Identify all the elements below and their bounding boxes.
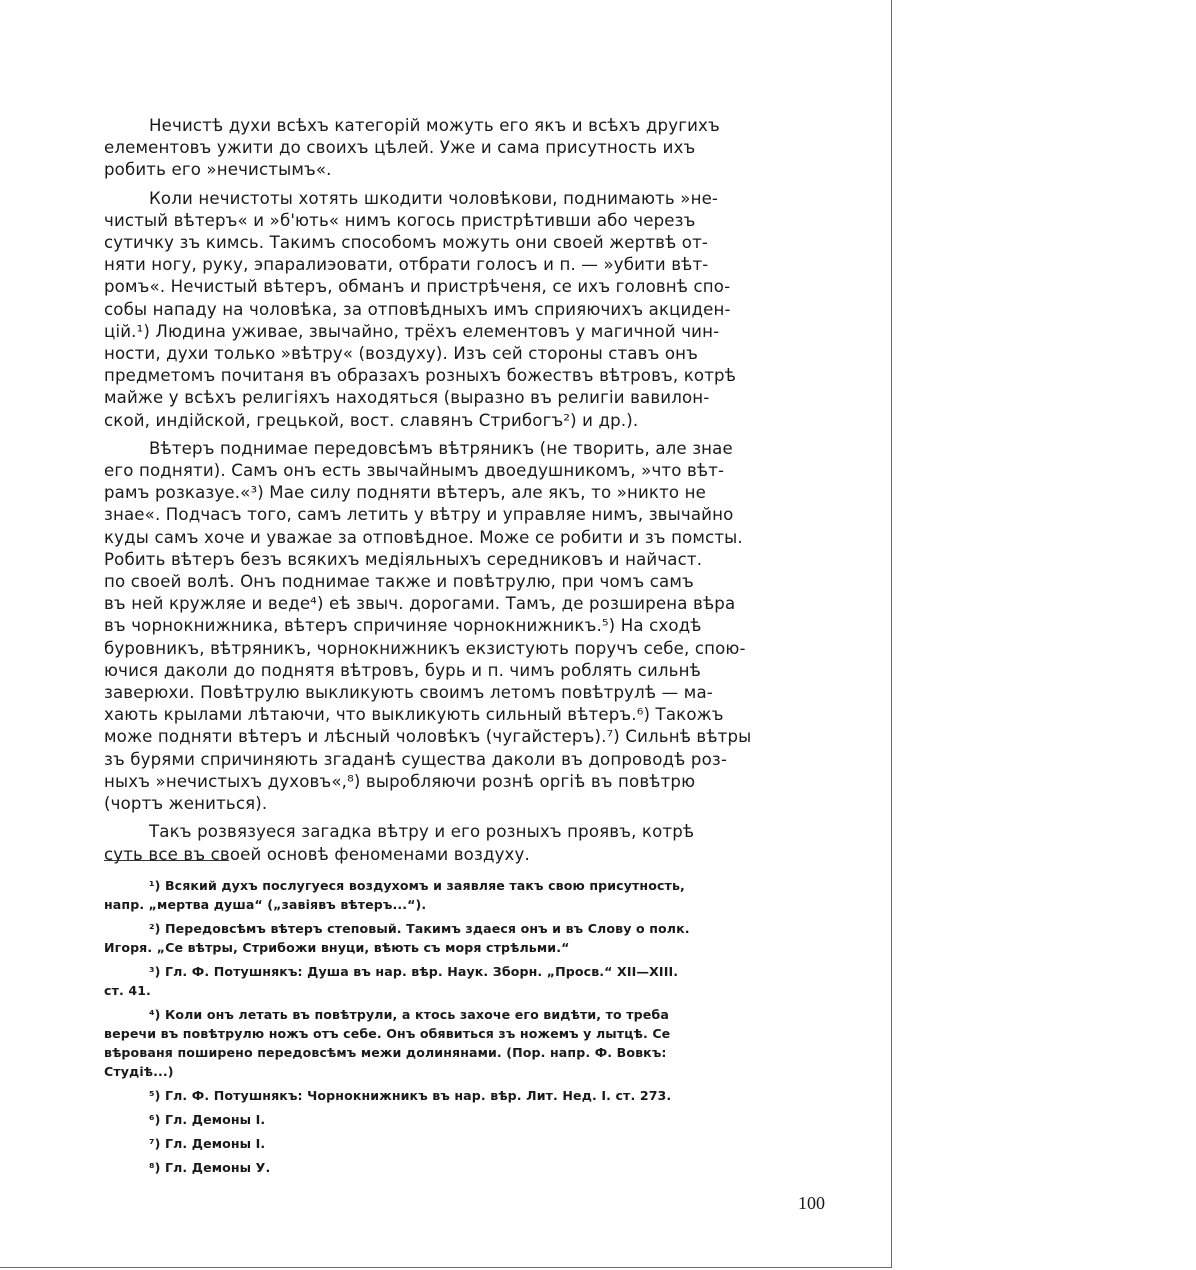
text-line: его подняти). Самъ онъ есть звычайнымъ двоедушникомъ, »что вѣт- [104,461,725,481]
paragraph [104,115,804,182]
footnote [104,1158,804,1177]
text-line: предметомъ почитаня въ образахъ розныхъ божествъ вѣтровъ, котрѣ [104,366,737,386]
footnote [104,1134,804,1153]
text-line: по своей волѣ. Онъ поднимае также и повѣтрулю, при чомъ самъ [104,572,694,592]
footnote [104,1086,804,1105]
footnote-line: Студіѣ...) [104,1064,174,1079]
footnote-line: ⁸) Гл. Демоны У. [149,1160,271,1175]
text-line: куды самъ хоче и уважае за отповѣдное. Може се робити и зъ помсты. [104,527,743,547]
text-line: сутичку зъ кимсь. Такимъ способомъ можуть они своей жертвѣ от- [104,233,709,253]
text-line: цій.¹) Людина уживае, звычайно, трёхъ елементовъ у магичной чин- [104,321,720,341]
footnote-line: вѣрованя поширено передовсѣмъ межи долинянами. (Пор. напр. Ф. Вовкъ: [104,1045,667,1060]
body-text [104,115,804,872]
text-line: Такъ розвязуеся загадка вѣтру и его розныхъ проявъ, котрѣ [149,822,695,842]
text-line: ючися даколи до поднятя вѣтровъ, бурь и п. чимъ роблять сильнѣ [104,660,701,680]
footnote-divider [104,860,229,861]
footnote-line: ⁴) Коли онъ летать въ повѣтрули, а ктось захоче его видѣти, то треба [149,1007,669,1022]
text-line: Вѣтеръ поднимае передовсѣмъ вѣтряникъ (не творить, але знае [149,438,733,458]
text-line: ныхъ »нечистыхъ духовъ«,⁸) выробляючи рознѣ оргіѣ въ повѣтрю [104,771,696,791]
text-line: буровникъ, вѣтряникъ, чорнокнижникъ екзистують поручъ себе, спою- [104,638,746,658]
text-line: чистый вѣтеръ« и »б'ють« нимъ когось пристрѣтивши або черезъ [104,210,696,230]
footnote-line: напр. „мертва душа“ („завіявъ вѣтеръ...“). [104,897,427,912]
footnote [104,919,804,957]
footnotes [104,876,804,1182]
footnote-line: ст. 41. [104,983,151,998]
text-line: знае«. Подчасъ того, самъ летить у вѣтру и управляе нимъ, звычайно [104,505,734,525]
text-line: въ ней кружляе и веде⁴) еѣ звыч. дорогами. Тамъ, де розширена вѣра [104,594,736,614]
text-line: робить его »нечистымъ«. [104,160,332,180]
text-line: заверюхи. Повѣтрулю выкликують своимъ летомъ повѣтрулѣ — ма- [104,683,713,703]
paragraph [104,188,804,432]
footnote-line: ²) Передовсѣмъ вѣтеръ степовый. Такимъ здаеся онъ и въ Слову о полк. [149,921,690,936]
paragraph [104,438,804,815]
text-line: ромъ«. Нечистый вѣтеръ, обманъ и пристрѣченя, се ихъ головнѣ спо- [104,277,731,297]
text-line: суть все въ своей основѣ феноменами воздуху. [104,844,530,864]
text-line: Коли нечистоты хотять шкодити чоловѣкови, поднимають »не- [149,188,719,208]
text-line: (чортъ жениться). [104,794,268,814]
text-line: елементовъ ужити до своихъ цѣлей. Уже и сама присутность ихъ [104,138,696,158]
text-line: Робить вѣтеръ безъ всякихъ медіяльныхъ середниковъ и найчаст. [104,549,703,569]
footnote-line: веречи въ повѣтрулю ножъ отъ себе. Онъ обявиться зъ ножемъ у лытцѣ. Се [104,1026,671,1041]
text-line: зъ бурями спричиняють згаданѣ существа даколи въ допроводѣ роз- [104,749,727,769]
text-line: ской, индійской, грецькой, вост. славянъ Стрибогъ²) и др.). [104,410,639,430]
page-number: 100 [798,1193,825,1213]
text-line: собы нападу на чоловѣка, за отповѣдныхъ имъ сприяючихъ акциден- [104,299,731,319]
footnote-line: ⁵) Гл. Ф. Потушнякъ: Чорнокнижникъ въ нар. вѣр. Лит. Нед. I. ст. 273. [149,1088,672,1103]
footnote-line: Игоря. „Се вѣтры, Стрибожи внуци, вѣють съ моря стрѣльми.“ [104,940,570,955]
footnote-line: ¹) Всякий духъ послугуеся воздухомъ и заявляе такъ свою присутность, [149,878,685,893]
text-line: Нечистѣ духи всѣхъ категорій можуть его якъ и всѣхъ другихъ [149,116,720,135]
footnote-line: ⁶) Гл. Демоны I. [149,1112,266,1127]
footnote [104,1110,804,1129]
footnote-line: ³) Гл. Ф. Потушнякъ: Душа въ нар. вѣр. Наук. Зборн. „Просв.“ XII—XIII. [149,964,679,979]
footnote [104,962,804,1000]
text-line: хають крылами лѣтаючи, что выкликують сильный вѣтеръ.⁶) Такожъ [104,705,724,725]
footnote [104,876,804,914]
text-line: може подняти вѣтеръ и лѣсный чоловѣкъ (чугайстеръ).⁷) Сильнѣ вѣтры [104,727,752,747]
footnote [104,1005,804,1081]
text-line: въ чорнокнижника, вѣтеръ спричиняе чорнокнижникъ.⁵) На сходѣ [104,616,702,636]
text-line: майже у всѣхъ религіяхъ находяться (выразно въ религіи вавилон- [104,388,710,408]
text-line: ности, духи только »вѣтру« (воздуху). Изъ сей стороны ставъ онъ [104,344,699,364]
text-line: рамъ розказуе.«³) Мае силу подняти вѣтеръ, але якъ, то »никто не [104,483,707,503]
text-line: няти ногу, руку, эпаралиэовати, отбрати голосъ и п. — »убити вѣт- [104,255,709,275]
footnote-line: ⁷) Гл. Демоны I. [149,1136,266,1151]
